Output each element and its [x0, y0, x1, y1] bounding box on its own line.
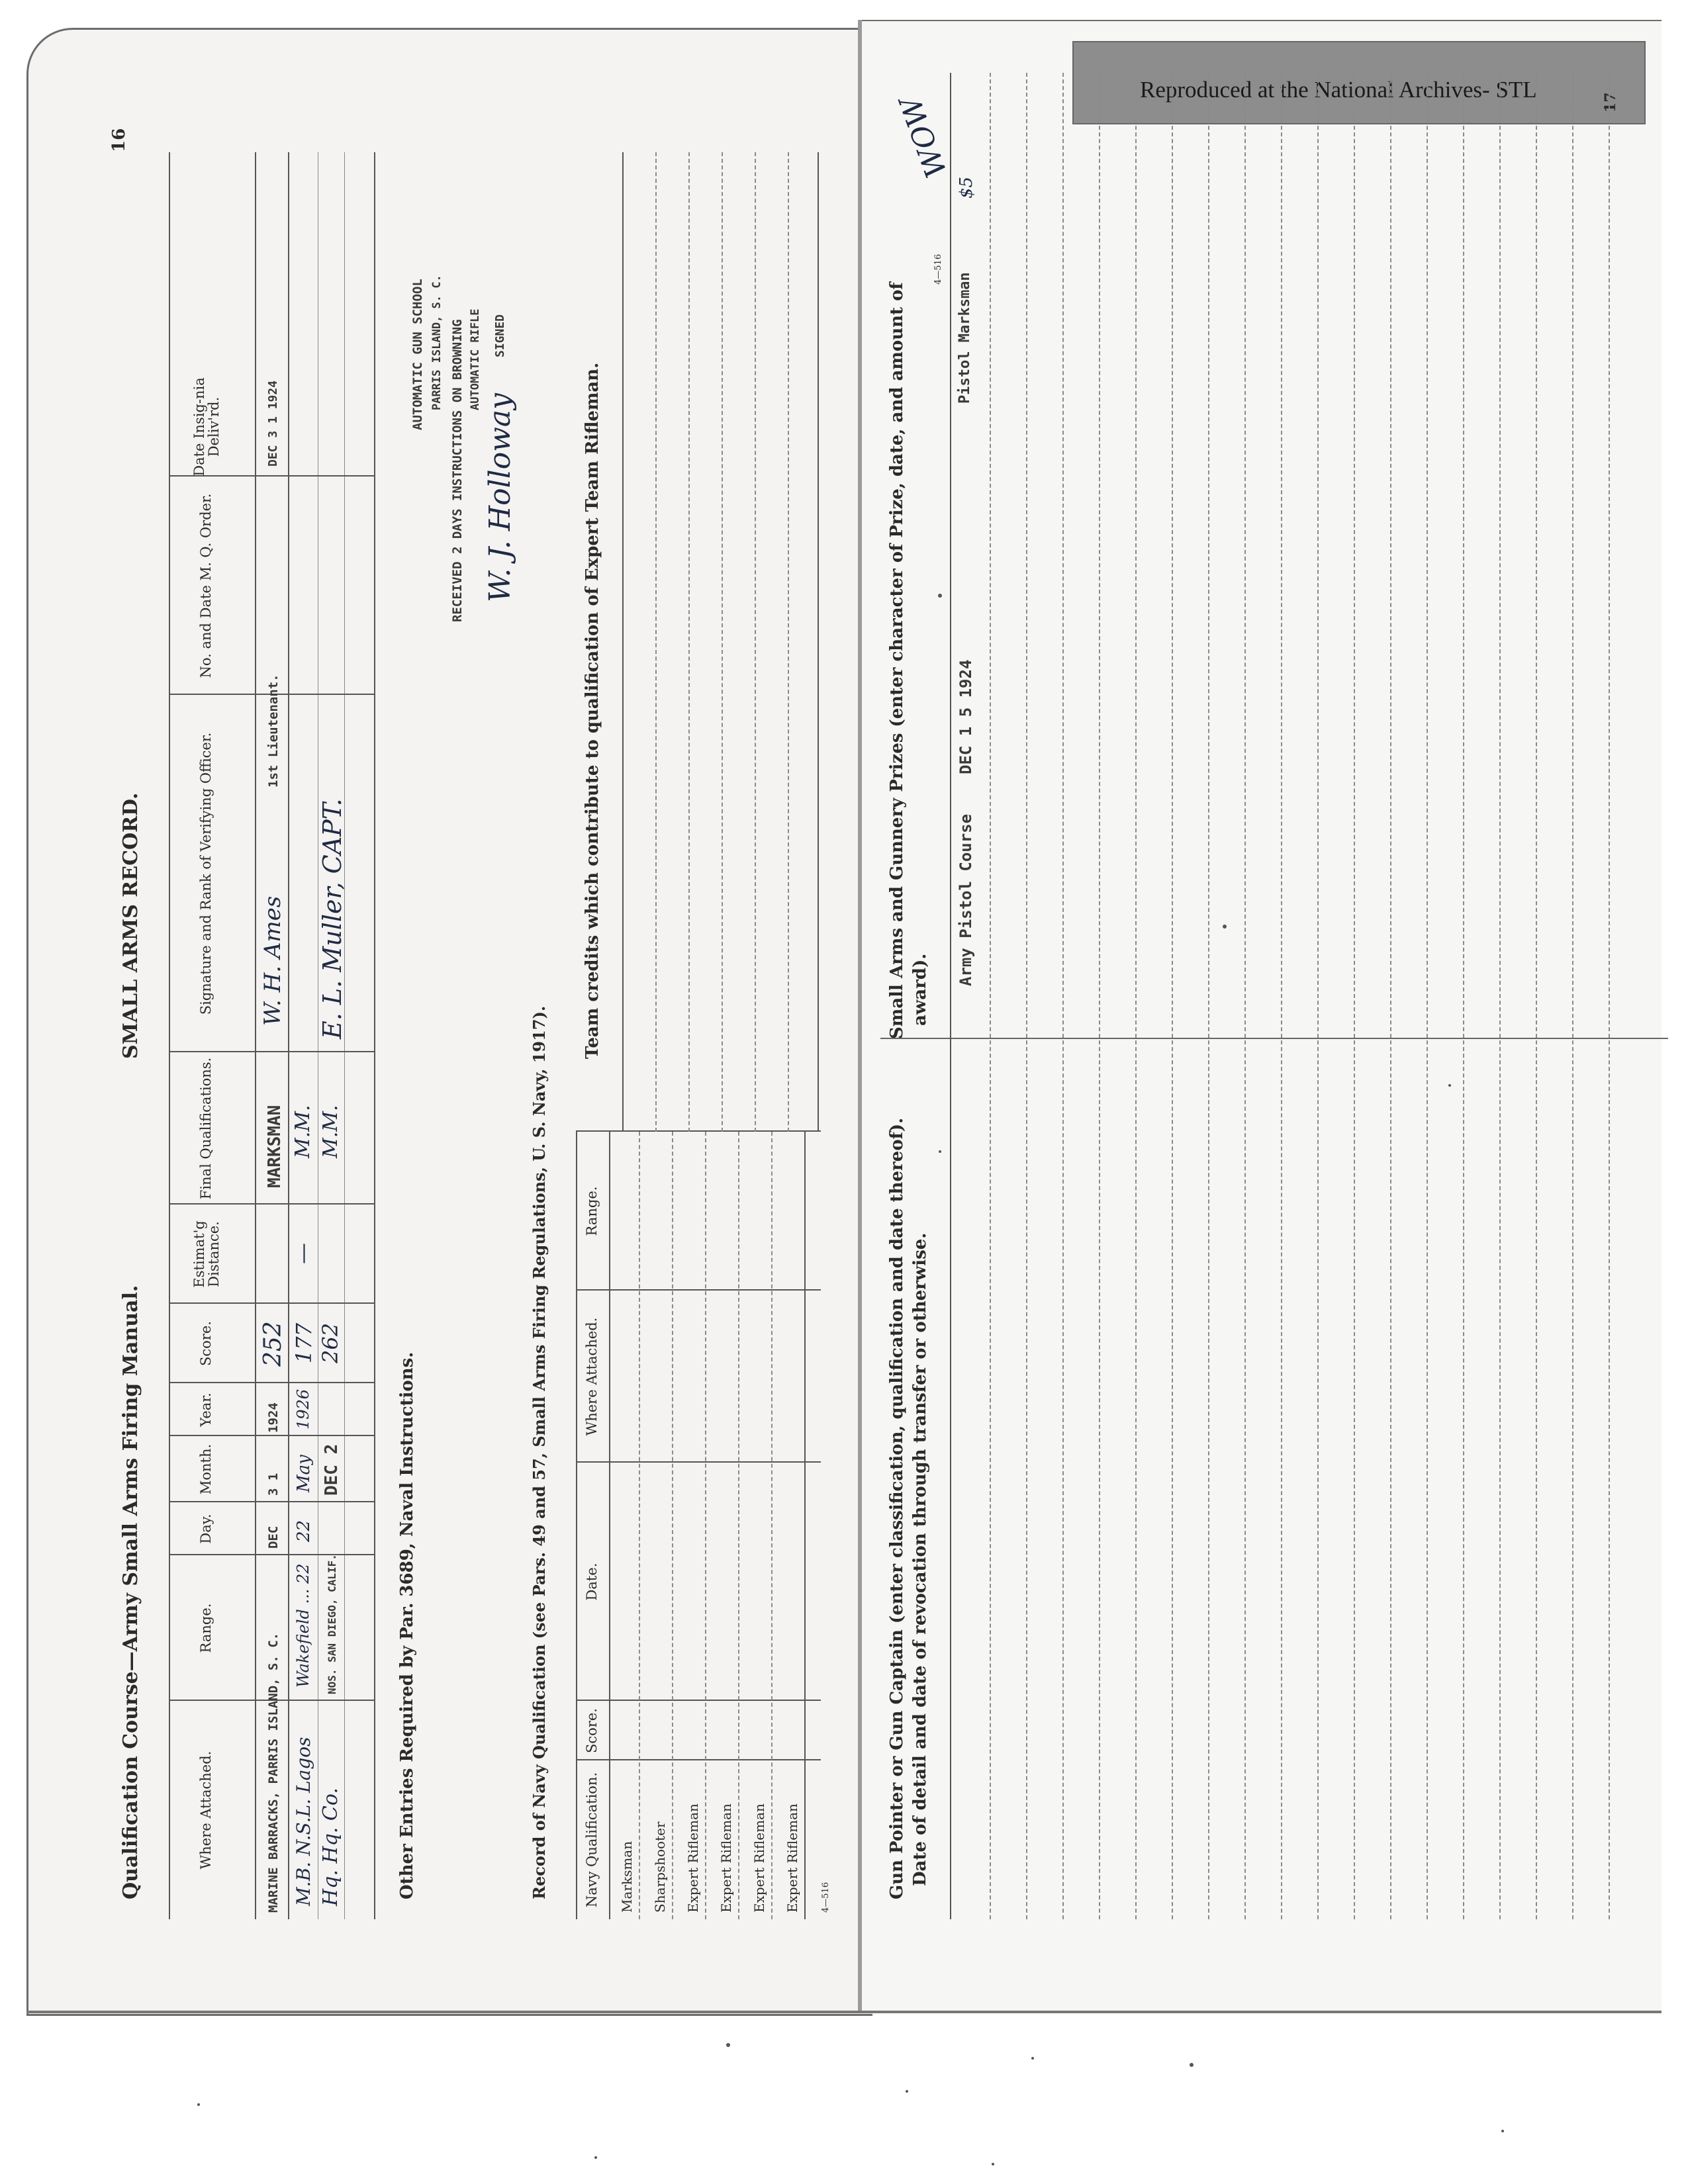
gun-school-stamp-signature: W. J. Holloway [483, 393, 517, 602]
navy-header-score: Score. [584, 1708, 600, 1753]
header-month: Month. [198, 1443, 214, 1495]
gun-pointer-line1: Gun Pointer or Gun Captain (enter classification, qualification and date thereof). [887, 1117, 907, 1899]
prizes-line1: Small Arms and Gunnery Prizes (enter character of Prize, date, and amount of [887, 282, 907, 1039]
row1-year: 1924 [266, 1402, 281, 1433]
row3-officer-signature: E. L. Muller, CAPT. [318, 798, 347, 1039]
row1-where-attached: MARINE BARRACKS, PARRIS ISLAND, S. C. [266, 1632, 281, 1913]
navy-row-sharpshooter: Sharpshooter [652, 1821, 668, 1913]
prizes-line2: award). [910, 953, 930, 1026]
navy-row-expert-4: Expert Rifleman [784, 1803, 800, 1913]
gun-school-stamp-line1: AUTOMATIC GUN SCHOOL [410, 279, 425, 430]
header-insignia-delivered: Date Insig-nia Deliv'rd. [191, 377, 222, 477]
navy-header-where-attached: Where Attached. [584, 1317, 600, 1436]
row3-where-attached: Hq. Hq. Co. [319, 1788, 342, 1906]
pistol-course-date: DEC 1 5 1924 [957, 659, 975, 774]
gun-school-stamp-line3: RECEIVED 2 DAYS INSTRUCTIONS ON BROWNING [450, 319, 465, 622]
header-verifying-officer: Signature and Rank of Verifying Officer. [198, 732, 214, 1015]
small-arms-record-title: SMALL ARMS RECORD. [119, 792, 142, 1059]
navy-header-range: Range. [584, 1186, 600, 1236]
row2-month: May [294, 1455, 314, 1492]
header-final-qualifications: Final Qualifications. [198, 1057, 214, 1200]
gun-school-stamp-line5: SIGNED [493, 314, 507, 357]
row3-score: 262 [318, 1322, 343, 1363]
row2-distance: — [290, 1243, 315, 1264]
row1-officer-rank: 1st Lieutenant. [266, 674, 281, 788]
header-where-attached: Where Attached. [198, 1751, 214, 1870]
navy-row-marksman: Marksman [619, 1841, 635, 1913]
header-score: Score. [198, 1321, 214, 1366]
navy-row-expert-2: Expert Rifleman [718, 1803, 734, 1913]
margin-initials: WOW [893, 91, 955, 182]
row2-range: Wakefield ... 22 [294, 1563, 312, 1688]
header-estimating-distance: Estimat'g Distance. [191, 1220, 222, 1288]
row1-qualification: MARKSMAN [265, 1105, 285, 1188]
header-year: Year. [198, 1392, 214, 1427]
form-number-right: 4—516 [933, 253, 943, 285]
navy-row-expert-1: Expert Rifleman [685, 1803, 701, 1913]
row3-month: DEC 2 [322, 1443, 342, 1496]
row1-month: 3 1 [266, 1473, 281, 1496]
navy-row-expert-3: Expert Rifleman [751, 1803, 767, 1913]
margin-amount: $5 [957, 176, 976, 199]
row1-score: 252 [259, 1321, 287, 1367]
gun-pointer-line2: Date of detail and date of revocation through transfer or otherwise. [910, 1232, 930, 1886]
row3-qualification: M.M. [319, 1105, 342, 1158]
pistol-qualification: Pistol Marksman [957, 272, 973, 404]
navy-header-date: Date. [584, 1563, 600, 1601]
row3-range: NOS. SAN DIEGO, CALIF. [326, 1554, 338, 1694]
navy-record-heading: Record of Navy Qualification (see Pars. 49 and 57, Small Arms Firing Regulations, U. S. Navy, 1917). [530, 1005, 549, 1899]
pistol-course-entry: Army Pistol Course [957, 813, 975, 986]
header-mq-order: No. and Date M. Q. Order. [198, 493, 214, 678]
row2-qualification: M.M. [291, 1105, 314, 1158]
navy-header-qualification: Navy Qualification. [584, 1772, 600, 1908]
row2-where-attached: M.B. N.S.L. Lagos [293, 1737, 314, 1906]
row2-score: 177 [291, 1322, 316, 1363]
row1-insignia-date: DEC 3 1 1924 [266, 380, 280, 467]
gun-school-stamp-line2: PARRIS ISLAND, S. C. [430, 275, 444, 410]
header-range: Range. [198, 1603, 214, 1653]
form-number-left: 4—516 [821, 1882, 831, 1913]
rotated-record-sheet [26, 33, 1662, 2019]
header-day: Day. [198, 1514, 214, 1544]
row1-officer-signature: W. H. Ames [259, 895, 286, 1026]
team-credits-heading: Team credits which contribute to qualification of Expert Team Rifleman. [583, 362, 602, 1059]
page-number-right: 17 [1602, 92, 1619, 113]
other-entries-heading: Other Entries Required by Par. 3689, Naval Instructions. [397, 1351, 417, 1899]
page-number-left: 16 [109, 128, 129, 152]
archive-stamp-text: Reproduced at the National Archives- STL [1140, 77, 1537, 103]
gun-school-stamp-line4: AUTOMATIC RIFLE [469, 308, 482, 410]
row2-day: 22 [294, 1520, 314, 1542]
row1-day: DEC [266, 1525, 281, 1549]
row2-year: 1926 [294, 1388, 312, 1430]
qualification-course-heading: Qualification Course—Army Small Arms Firing Manual. [119, 1285, 142, 1899]
